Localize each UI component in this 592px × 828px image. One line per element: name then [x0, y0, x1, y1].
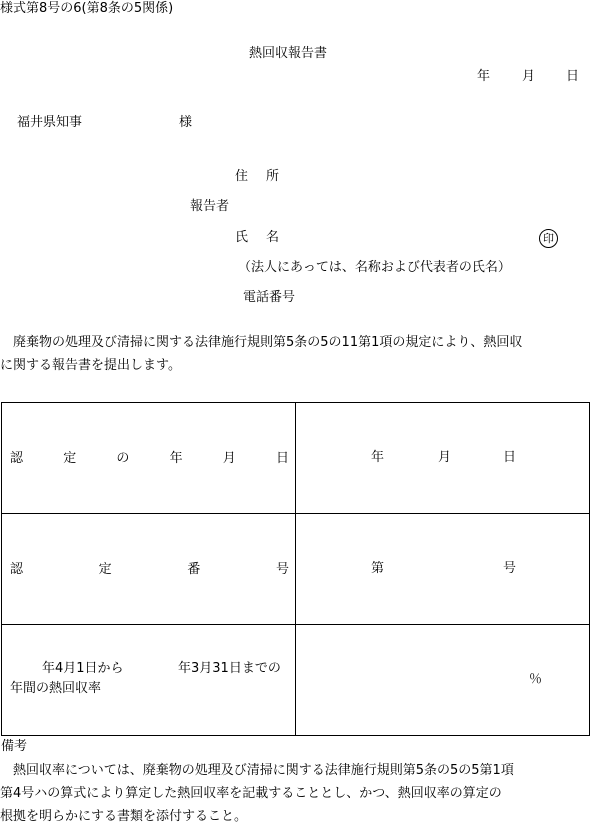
- table-row-heat-recovery-rate: [2, 625, 590, 736]
- addressee-name: 福井県知事: [17, 115, 83, 130]
- label-char: 認: [10, 561, 24, 577]
- certification-number-label-cell: [2, 514, 296, 625]
- heat-recovery-rate-label: 年間の熱回収率: [10, 681, 102, 696]
- name-label-char-2: 名: [266, 230, 280, 245]
- form-number: 様式第8号の6(第8条の5関係): [0, 1, 174, 16]
- body-text-line-2: に関する報告書を提出します。: [0, 358, 181, 373]
- label-char: 定: [98, 561, 112, 577]
- number-prefix-label: 第: [371, 561, 385, 576]
- remarks-line-2: 第4号ハの算式により算定した熱回収率を記載することとし、かつ、熱回収率の算定の: [0, 786, 502, 801]
- heat-recovery-value-cell[interactable]: [296, 625, 590, 736]
- reporter-label: 報告者: [190, 199, 230, 214]
- certification-number-value-cell[interactable]: [296, 514, 590, 625]
- seal-mark: 印: [539, 229, 558, 248]
- body-text-line-1: 廃棄物の処理及び清掃に関する法律施行規則第5条の5の11第1項の規定により、熱回収: [0, 335, 523, 350]
- label-char: 月: [222, 450, 236, 466]
- certification-month-label: 月: [438, 450, 452, 465]
- table-row-certification-number: [2, 514, 590, 625]
- remarks-line-3: 根拠を明らかにする書類を添付すること。: [0, 809, 248, 824]
- certification-year-label: 年: [371, 450, 385, 465]
- period-from-label: 年4月1日から: [42, 661, 124, 676]
- percent-unit-label: ％: [529, 672, 543, 687]
- label-char: 号: [275, 561, 289, 577]
- table-row-certification-date: [2, 403, 590, 514]
- certification-number-label: [2, 563, 295, 576]
- addressee-honorific: 様: [179, 115, 193, 130]
- label-char: 日: [275, 450, 289, 466]
- corporation-note: （法人にあっては、名称および代表者の氏名）: [238, 260, 511, 275]
- report-table: [1, 402, 590, 736]
- number-suffix-label: 号: [503, 561, 517, 576]
- certification-date-label: [2, 452, 295, 465]
- remarks-text: [0, 759, 592, 828]
- certification-day-label: 日: [503, 450, 517, 465]
- certification-date-value-cell[interactable]: [296, 403, 590, 514]
- certification-date-label-cell: [2, 403, 296, 514]
- label-char: 定: [63, 450, 77, 466]
- body-text: [0, 331, 592, 377]
- period-to-label: 年3月31日までの: [178, 661, 281, 676]
- date-month-label: 月: [522, 69, 536, 84]
- date-day-label: 日: [566, 69, 580, 84]
- address-label-char-1: 住: [235, 169, 249, 184]
- date-year-label: 年: [477, 69, 491, 84]
- heat-recovery-label-cell: [2, 625, 296, 736]
- label-char: の: [116, 450, 130, 466]
- address-label-char-2: 所: [266, 169, 280, 184]
- remarks-line-1: 熱回収率については、廃棄物の処理及び清掃に関する法律施行規則第5条の5の5第1項: [0, 763, 514, 778]
- label-char: 年: [169, 450, 183, 466]
- document-title: 熱回収報告書: [249, 46, 328, 61]
- name-label-char-1: 氏: [235, 230, 249, 245]
- label-char: 番: [187, 561, 201, 577]
- phone-label: 電話番号: [243, 290, 296, 305]
- remarks-heading: 備考: [1, 739, 28, 754]
- label-char: 認: [10, 450, 24, 466]
